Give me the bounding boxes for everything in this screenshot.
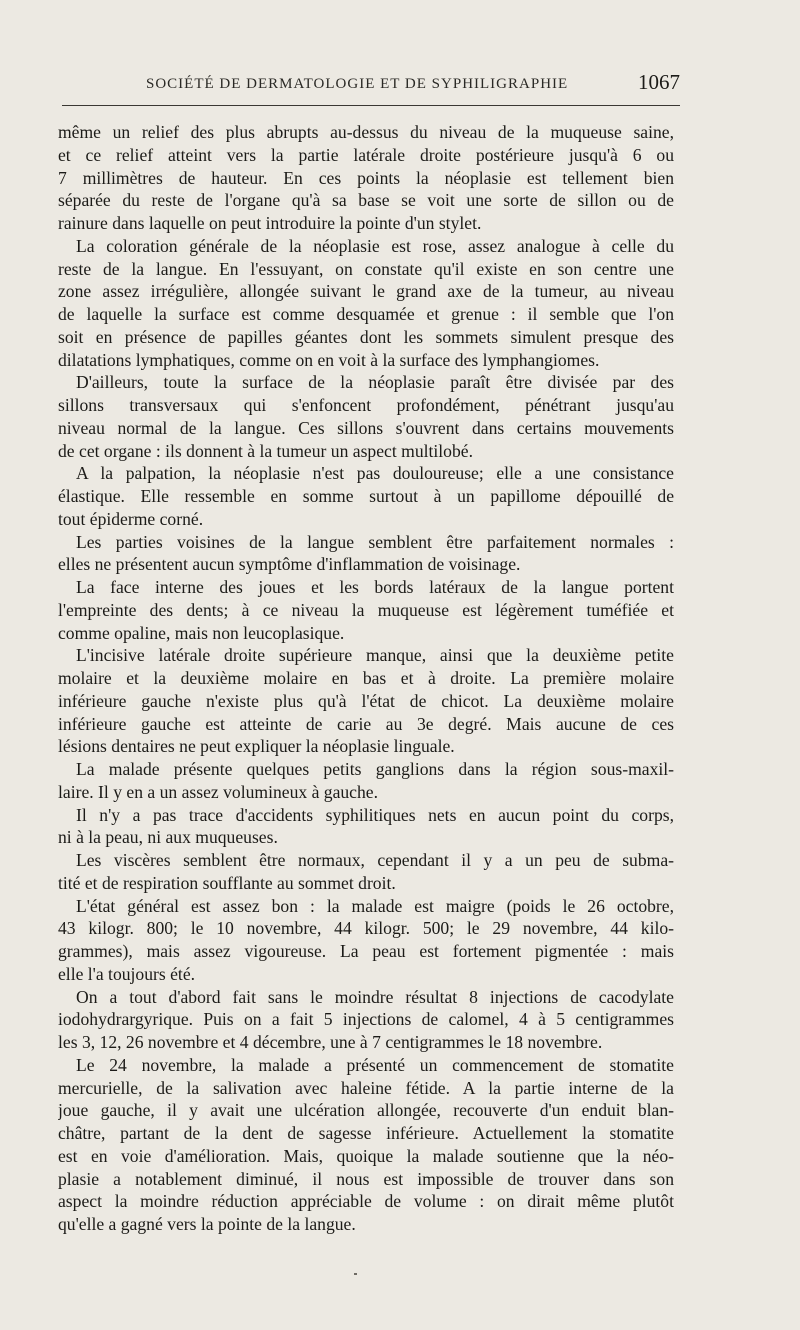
text-line: iodohydrargyrique. Puis on a fait 5 injections de calomel, 4 à 5 centigrammes (58, 1009, 674, 1030)
text-line: elle l'a toujours été. (58, 963, 196, 984)
text-line: La coloration générale de la néoplasie est rose, assez analogue à celle du (76, 235, 674, 256)
text-line: laire. Il y en a un assez volumineux à gauche. (58, 781, 378, 802)
text-line: plasie a notablement diminué, il nous est impossible de trouver dans son (58, 1168, 674, 1189)
text-line: de cet organe : ils donnent à la tumeur un aspect multilobé. (58, 440, 473, 461)
header-rule (62, 105, 680, 106)
text-line: inférieure gauche est atteinte de carie au 3e degré. Mais aucune de ces (58, 713, 674, 734)
print-speck (354, 1273, 357, 1275)
text-line: élastique. Elle ressemble en somme surtout à un papillome dépouillé de (58, 486, 674, 506)
text-line: Les viscères semblent être normaux, cependant il y a un peu de subma- (76, 850, 674, 870)
text-line: qu'elle a gagné vers la pointe de la langue. (58, 1214, 356, 1234)
text-line: tout épiderme corné. (58, 508, 204, 529)
text-line: Il n'y a pas trace d'accidents syphilitiques nets en aucun point du corps, (76, 804, 674, 825)
text-line: reste de la langue. En l'essuyant, on constate qu'il existe en son centre une (58, 258, 674, 279)
text-line: D'ailleurs, toute la surface de la néoplasie paraît être divisée par des (76, 372, 674, 393)
text-line: et ce relief atteint vers la partie latérale droite postérieure jusqu'à 6 ou (58, 144, 674, 165)
text-line: Le 24 novembre, la malade a présenté un commencement de stomatite (76, 1054, 674, 1075)
text-line: même un relief des plus abrupts au-dessus du niveau de la muqueuse saine, (58, 122, 674, 142)
text-line: La malade présente quelques petits ganglions dans la région sous-maxil- (76, 759, 674, 779)
text-line: aspect la moindre réduction appréciable de volume : on dirait même plutôt (58, 1191, 674, 1212)
text-line: les 3, 12, 26 novembre et 4 décembre, une à 7 centigrammes le 18 novembre. (58, 1032, 603, 1052)
text-line: comme opaline, mais non leucoplasique. (58, 622, 345, 643)
text-line: lésions dentaires ne peut expliquer la néoplasie linguale. (58, 736, 455, 757)
text-line: séparée du reste de l'organe qu'à sa base se voit une sorte de sillon ou de (58, 190, 674, 211)
text-line: tité et de respiration soufflante au sommet droit. (58, 872, 396, 893)
text-line: niveau normal de la langue. Ces sillons s'ouvrent dans certains mouvements (58, 417, 674, 438)
text-line: ni à la peau, ni aux muqueuses. (58, 827, 278, 848)
text-line: A la palpation, la néoplasie n'est pas douloureuse; elle a une consistance (76, 463, 674, 484)
text-line: soit en présence de papilles géantes dont les sommets simulent presque des (58, 326, 674, 347)
text-line: l'empreinte des dents; à ce niveau la muqueuse est légèrement tuméfiée et (58, 599, 674, 620)
text-line: mercurielle, de la salivation avec haleine fétide. A la partie interne de la (58, 1077, 674, 1098)
page-header (60, 70, 682, 100)
text-line: zone assez irrégulière, allongée suivant le grand axe de la tumeur, au niveau (58, 281, 674, 302)
text-line: dilatations lymphatiques, comme on en voit à la surface des lymphangiomes. (58, 349, 600, 370)
text-line: rainure dans laquelle on peut introduire la pointe d'un stylet. (58, 213, 482, 233)
text-line: molaire et la deuxième molaire en bas et à droite. La première molaire (58, 668, 674, 688)
text-line: joue gauche, il y avait une ulcération allongée, recouverte d'un enduit blan- (58, 1100, 674, 1121)
text-line: elles ne présentent aucun symptôme d'inflammation de voisinage. (58, 554, 521, 575)
text-line: châtre, partant de la dent de sagesse inférieure. Actuellement la stomatite (58, 1123, 674, 1143)
body-text (58, 121, 674, 1236)
text-line: La face interne des joues et les bords latéraux de la langue portent (76, 577, 674, 597)
text-line: de laquelle la surface est comme desquamée et grenue : il semble que l'on (58, 304, 674, 324)
text-line: est en voie d'amélioration. Mais, quoique la malade soutienne que la néo- (58, 1145, 674, 1166)
page-number: 1067 (638, 70, 680, 94)
text-line: L'incisive latérale droite supérieure manque, ainsi que la deuxième petite (76, 645, 674, 666)
text-line: 43 kilogr. 800; le 10 novembre, 44 kilogr. 500; le 29 novembre, 44 kilo- (58, 918, 674, 939)
text-line: 7 millimètres de hauteur. En ces points la néoplasie est tellement bien (58, 167, 674, 188)
text-line: inférieure gauche n'existe plus qu'à l'état de chicot. La deuxième molaire (58, 690, 674, 711)
text-line: grammes), mais assez vigoureuse. La peau est fortement pigmentée : mais (58, 941, 674, 961)
text-line: On a tout d'abord fait sans le moindre résultat 8 injections de cacodylate (76, 986, 674, 1007)
text-line: Les parties voisines de la langue semblent être parfaitement normales : (76, 531, 674, 552)
text-line: L'état général est assez bon : la malade est maigre (poids le 26 octobre, (76, 895, 674, 916)
text-line: sillons transversaux qui s'enfoncent profondément, pénétrant jusqu'au (58, 395, 674, 415)
running-title: SOCIÉTÉ DE DERMATOLOGIE ET DE SYPHILIGRAPHIE (146, 76, 569, 92)
